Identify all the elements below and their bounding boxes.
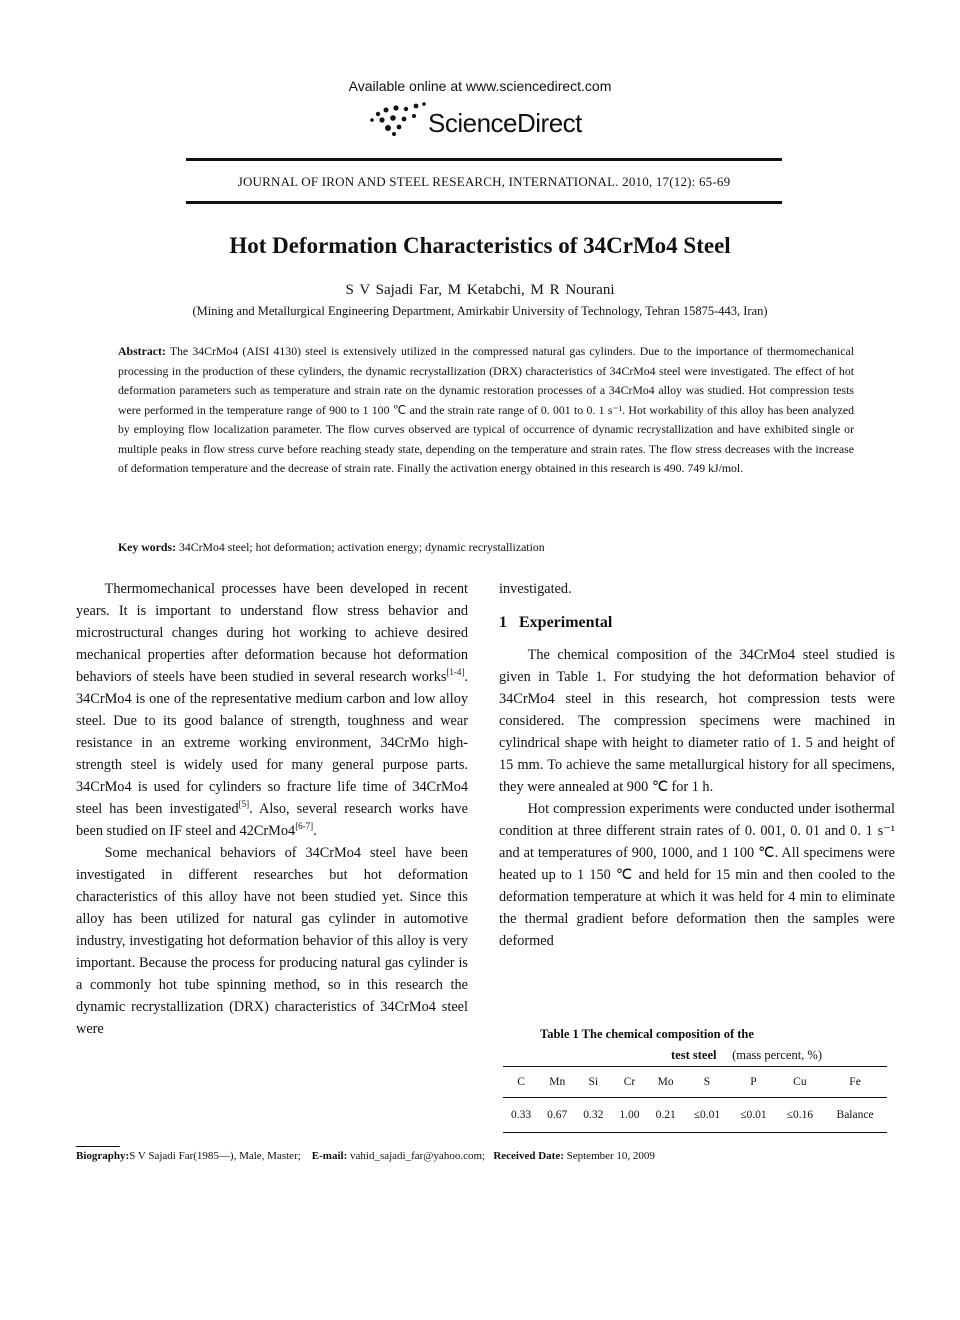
- right-column: [499, 578, 895, 952]
- table-header-cell: Fe: [823, 1067, 887, 1098]
- received-date-label: Received Date:: [493, 1150, 564, 1162]
- left-column: [76, 578, 468, 1040]
- footnote: [76, 1150, 896, 1162]
- biography-text: S V Sajadi Far(1985—), Male, Master;: [129, 1150, 301, 1162]
- table-cell: ≤0.16: [777, 1098, 823, 1133]
- abstract-text: The 34CrMo4 (AISI 4130) steel is extensively utilized in the compressed natural gas cylinders. Due to the importance of thermomechanical processing in the production of these cylinders, the dynamic recrystallization (DRX) characteristics of 34CrMo4 steel were investigated. The effect of hot deformation parameters such as temperature and strain rate on the dynamic restoration processes of a 34CrMo4 alloy was studied. Hot compression tests were performed in the temperature range of 900 to 1 100 ℃ and the strain rate range of 0. 001 to 0. 1 s⁻¹. Hot workability of this alloy has been analyzed by employing flow localization parameter. The flow curves observed are typical of occurrence of dynamic recrystallization and have exhibited single or multiple peaks in flow stress curve before reaching steady state, depending on the temperature and strain rates. The flow stress decreases with the increase of deformation temperature and the decrease of strain rate. Finally the activation energy obtained in this research is 490. 749 kJ/mol.: [118, 344, 854, 475]
- table-header-cell: P: [730, 1067, 776, 1098]
- paper-title: Hot Deformation Characteristics of 34CrMo4 Steel: [229, 233, 731, 258]
- composition-table: [503, 1066, 887, 1133]
- received-date-text: September 10, 2009: [563, 1150, 655, 1162]
- table-cell: 0.33: [503, 1098, 539, 1133]
- table-caption-subtitle: test steel: [671, 1048, 717, 1062]
- experimental-paragraph-1: The chemical composition of the 34CrMo4 steel studied is given in Table 1. For studying the hot deformation behavior of 34CrMo4 steel in this research, hot compression tests were considered. The compression specimens were machined in cylindrical shape with height to diameter ratio of 1. 5 and height of 15 mm. To achieve the same metallurgical history for all specimens, they were annealed at 900 ℃ for 1 h.: [499, 647, 895, 795]
- intro-paragraph-2: Some mechanical behaviors of 34CrMo4 steel have been investigated in different researches but hot deformation characteristics of this alloy have not been studied yet. Since this alloy has been utilized for natural gas cylinder in automotive industry, investigating hot deformation behavior of this alloy is very important. Because the process for producing natural gas cylinder is a commonly hot tube spinning method, so in this research the dynamic recrystallization (DRX) characteristics of 34CrMo4 steel were: [76, 845, 468, 1037]
- citation-ref: [1-4]: [446, 667, 465, 678]
- experimental-paragraph-2: Hot compression experiments were conducted under isothermal condition at three different strain rates of 0. 001, 0. 01 and 0. 1 s⁻¹ and at temperatures of 900, 1000, and 1 100 ℃. All specimens were heated up to 1 150 ℃ and held for 15 min and then cooled to the deformation temperature at which it was held for 4 min to eliminate the thermal gradient before deformation then the samples were deformed: [499, 801, 895, 949]
- continuation-text: investigated.: [499, 581, 572, 597]
- abstract-block: [118, 342, 854, 479]
- biography-label: Biography:: [76, 1150, 130, 1162]
- table-cell: 0.67: [539, 1098, 575, 1133]
- table-cell: Balance: [823, 1098, 887, 1133]
- table-header-cell: Cr: [611, 1067, 647, 1098]
- table-header-cell: S: [684, 1067, 730, 1098]
- table-header-cell: C: [503, 1067, 539, 1098]
- table-header-row: [503, 1067, 887, 1098]
- keywords-label: Key words:: [118, 540, 176, 554]
- table-cell: 0.32: [575, 1098, 611, 1133]
- keywords-block: [118, 540, 854, 555]
- paper-affiliation: (Mining and Metallurgical Engineering Department, Amirkabir University of Technology, Tehran 15875-443, Iran): [192, 304, 768, 318]
- table-cell: 0.21: [648, 1098, 684, 1133]
- header-rule-bottom: [186, 201, 782, 204]
- table-header-cell: Mn: [539, 1067, 575, 1098]
- table-cell: ≤0.01: [684, 1098, 730, 1133]
- paper-authors: S V Sajadi Far, M Ketabchi, M R Nourani: [345, 282, 615, 298]
- section-number: 1: [499, 614, 507, 631]
- table-header-cell: Cu: [777, 1067, 823, 1098]
- table-header-cell: Si: [575, 1067, 611, 1098]
- keywords-text: 34CrMo4 steel; hot deformation; activation energy; dynamic recrystallization: [176, 540, 545, 554]
- journal-citation: JOURNAL OF IRON AND STEEL RESEARCH, INTERNATIONAL. 2010, 17(12): 65-69: [237, 174, 731, 189]
- intro-paragraph-1: Thermomechanical processes have been developed in recent years. It is important to understand flow stress behavior and microstructural changes during hot working to achieve desired mechanical properties after deformation because hot deformation behaviors of steels have been studied in several research works[1-4]. 34CrMo4 is one of the representative medium carbon and low alloy steel. Due to its good balance of strength, toughness and wear resistance in an extreme working environment, 34CrMo high-strength steel is widely used for many general purpose parts. 34CrMo4 is used for cylinders so fracture life time of 34CrMo4 steel has been investigated[5]. Also, several research works have been studied on IF steel and 42CrMo4[6-7].: [76, 581, 468, 839]
- email-label: E-mail:: [311, 1150, 348, 1162]
- footnote-rule: [76, 1146, 120, 1147]
- logo-wordmark: ScienceDirect: [428, 108, 582, 138]
- table-caption: [540, 1027, 870, 1063]
- table-header-cell: Mo: [648, 1067, 684, 1098]
- table-caption-unit: (mass percent, %): [732, 1048, 822, 1062]
- email-text: vahid_sajadi_far@yahoo.com;: [347, 1150, 486, 1162]
- header-rule-top: [186, 158, 782, 161]
- citation-ref: [6-7]: [295, 821, 314, 832]
- table-cell: ≤0.01: [730, 1098, 776, 1133]
- table-caption-title: Table 1 The chemical composition of the: [540, 1027, 754, 1041]
- section-heading: [499, 612, 895, 634]
- abstract-label: Abstract:: [118, 344, 166, 358]
- table-cell: 1.00: [611, 1098, 647, 1133]
- citation-ref: [5]: [238, 799, 250, 810]
- section-title: Experimental: [519, 614, 613, 631]
- source-banner: Available online at www.sciencedirect.com: [348, 78, 612, 94]
- table-row: [503, 1098, 887, 1133]
